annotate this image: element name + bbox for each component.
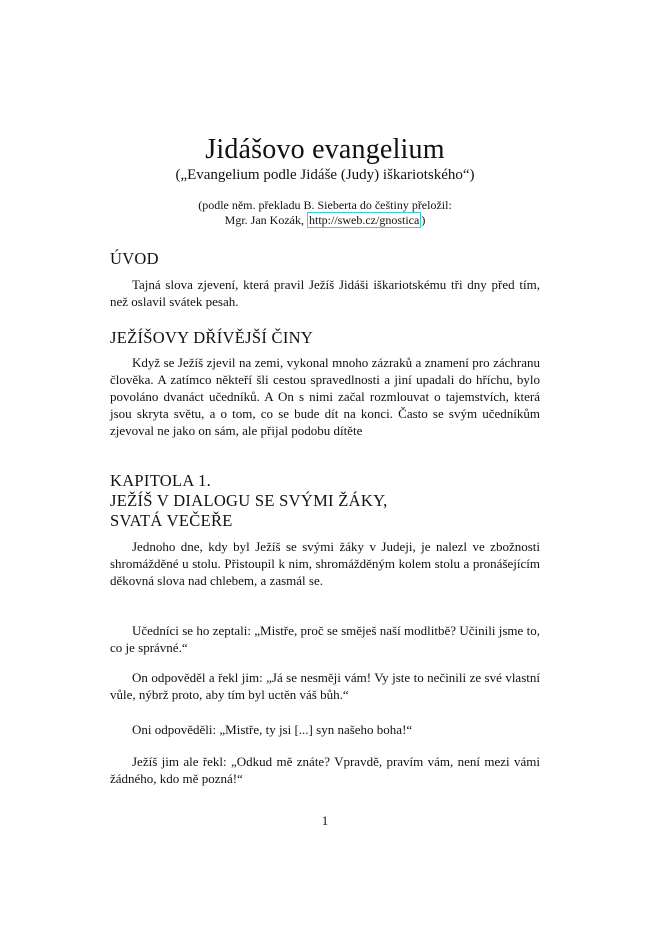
note-closing: ) [421, 213, 426, 227]
chapter-heading-line2: JEŽÍŠ V DIALOGU SE SVÝMI ŽÁKY, [110, 491, 388, 510]
translation-note-line1: (podle něm. překladu B. Sieberta do češtiny přeložil: [198, 198, 452, 212]
paragraph-kap-4: Oni odpověděli: „Mistře, ty jsi [...] syn našeho boha!“ [132, 722, 413, 737]
translation-note-line2 [0, 213, 650, 228]
page-number: 1 [321, 813, 329, 828]
paragraph-kap-1: Jednoho dne, kdy byl Ježíš se svými žáky v Judeji, je nalezl ve zbožnosti shromážděné u stolu. Přistoupil k nim, shromážděným kolem stolu a pronášejícím děkovná slova nad chlebem, a zasmál se. [110, 539, 540, 588]
section-heading-uvod: ÚVOD [110, 249, 159, 268]
paragraph-uvod: Tajná slova zjevení, která pravil Ježíš Jidáši iškariotskému tři dny před tím, než oslavil svátek pesah. [110, 277, 540, 309]
translator-name: Mgr. Jan Kozák, [224, 213, 307, 227]
document-title: Jidášovo evangelium [205, 134, 445, 165]
paragraph-kap-2: Učedníci se ho zeptali: „Mistře, proč se směješ naší modlitbě? Učinili jsme to, co je správné.“ [110, 623, 540, 655]
translation-note [0, 198, 650, 228]
paragraph-kap-3: On odpověděl a řekl jim: „Já se nesměji vám! Vy jste to nečinili ze své vlastní vůle, nýbrž proto, aby tím byl uctěn váš bůh.“ [110, 670, 540, 702]
chapter-heading-line1: KAPITOLA 1. [110, 471, 212, 490]
paragraph-ciny: Když se Ježíš zjevil na zemi, vykonal mnoho zázraků a znamení pro záchranu člověka. A zatímco někteří šli cestou spravedlnosti a jiní upadali do hříchu, bylo povoláno dvanáct učedníků. A On s nimi začal rozmlouvat o tajemstvích, která jsou skryta světu, a o tom, co se bude dít na konci. Často se svým učedníkům zjevoval ne jako on sám, ale přijal podobu dítěte [110, 355, 540, 438]
paragraph-kap-5: Ježíš jim ale řekl: „Odkud mě znáte? Vpravdě, pravím vám, není mezi vámi žádného, kdo mě pozná!“ [110, 754, 540, 786]
document-subtitle: („Evangelium podle Jidáše (Judy) iškariotského“) [175, 167, 475, 183]
section-heading-ciny: JEŽÍŠOVY DŘÍVĚJŠÍ ČINY [110, 328, 314, 347]
chapter-heading-line3: SVATÁ VEČEŘE [110, 511, 233, 530]
gnostica-link[interactable]: http://sweb.cz/gnostica [309, 213, 420, 227]
